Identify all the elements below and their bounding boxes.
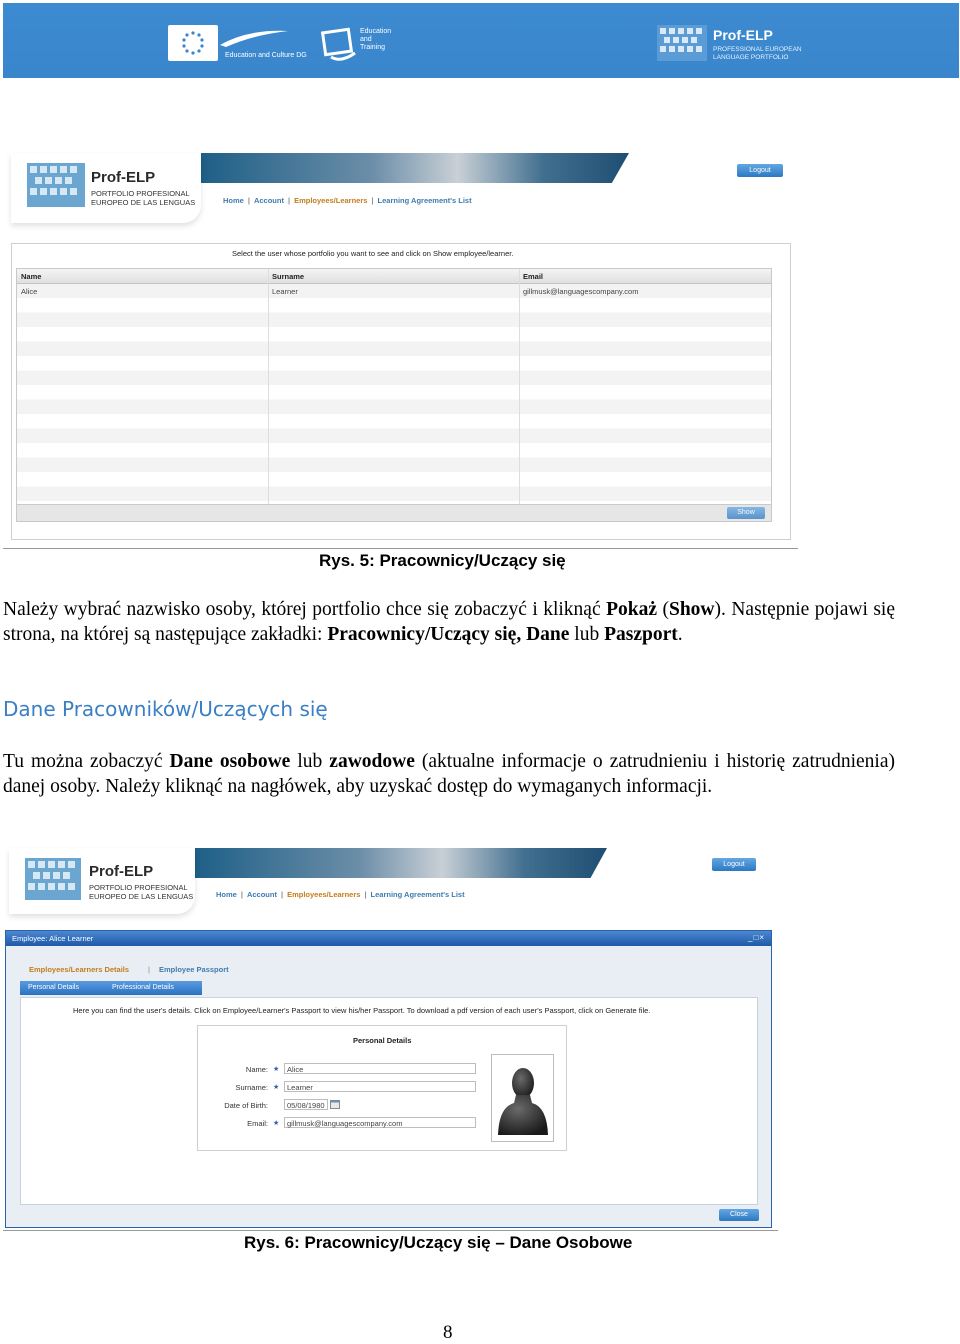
main-nav: Home | Account | Employees/Learners | Learning Agreement's List [216,890,465,899]
date-of-birth-field[interactable]: 05/08/1980 [284,1099,328,1110]
surname-field[interactable]: Learner [284,1081,476,1092]
column-header-surname[interactable]: Surname [272,272,305,281]
app-logo-title: Prof-ELP [89,863,154,880]
grid-footer [17,504,771,521]
screenshot-personal-details [3,848,778,1232]
email-field[interactable]: gillmusk@languagescompany.com [284,1117,476,1128]
header-image-strip [195,848,607,878]
personal-details-box: Personal Details Name: ★ Alice Surname: ★ Learner Date of Birth: 05/08/1980 Email: ★ gillmusk@languagescompany.com [197,1025,567,1151]
column-header-email[interactable]: Email [523,272,544,281]
eu-flag-icon [168,25,218,61]
profile-photo [491,1054,554,1142]
app-logo-mosaic-icon [27,163,85,207]
document-header-banner [3,3,959,78]
close-button[interactable]: Close [719,1209,759,1221]
details-content [20,997,758,1205]
nav-learning-agreements[interactable]: Learning Agreement's List [377,196,472,205]
tab-employees-learners-details[interactable]: Employees/Learners Details [29,965,130,974]
window-titlebar[interactable] [6,931,771,946]
section-heading: Dane Pracowników/Uczących się [3,697,328,721]
column-header-name[interactable]: Name [21,272,42,281]
instruction-text: Select the user whose portfolio you want to see and click on Show employee/learner. [232,249,514,258]
employees-grid [16,268,772,522]
brand-subtitle: PROFESSIONAL EUROPEAN LANGUAGE PORTFOLIO [713,46,802,61]
nav-home[interactable]: Home [223,196,244,205]
paragraph-employee-details: Tu można zobaczyć Dane osobowe lub zawodowe (aktualne informacje o zatrudnieniu i historię zatrudnienia) danej osoby. Należy kliknąć na nagłówek, aby uzyskać dostęp do wymaganych informacji. [3,751,895,797]
subtab-personal-details[interactable]: Personal Details [28,984,79,991]
caption-rule [3,1230,778,1231]
education-training-icon [321,27,359,63]
window-title: Employee: Alice Learner [12,934,94,943]
prof-elp-mosaic-icon [657,25,707,61]
brand-title: Prof-ELP [713,27,773,43]
screenshot-employees-list [3,153,798,548]
caption-rule [3,548,798,549]
personal-details-title: Personal Details [353,1036,412,1045]
app-logo-box [11,153,201,223]
logout-button[interactable]: Logout [737,164,783,177]
swoosh-icon [218,27,290,49]
figure-caption-5: Rys. 5: Pracownicy/Uczący się [319,551,566,570]
nav-employees-learners[interactable]: Employees/Learners [294,196,368,205]
page-number: 8 [443,1322,453,1343]
app-logo-box [9,848,195,914]
subtab-professional-details[interactable]: Professional Details [112,984,174,991]
employees-panel [11,243,791,540]
figure-caption-6: Rys. 6: Pracownicy/Uczący się – Dane Osobowe [244,1233,633,1252]
nav-learning-agreements[interactable]: Learning Agreement's List [370,890,465,899]
app-logo-subtitle: PORTFOLIO PROFESIONAL EUROPEO DE LAS LENGUAS [91,189,196,207]
cell-name: Alice [21,287,38,296]
grid-header [17,269,771,284]
window-controls[interactable]: _□× [748,933,765,942]
subtab-bar [20,981,202,995]
cell-email: gillmusk@languagescompany.com [523,287,639,296]
tab-employee-passport[interactable]: Employee Passport [159,965,229,974]
app-logo-subtitle: PORTFOLIO PROFESIONAL EUROPEO DE LAS LENGUAS [89,883,194,901]
table-row[interactable] [17,284,771,299]
employee-window: Employee: Alice Learner _□× Employees/Learners Details | Employee Passport Personal Details Professional Details Here you can find the user's details. Click on Employee/Learner's Passport to view his/her Passport. To download a pdf version of each user's Passport, click on Generate file. Personal Details Name: ★ Alice Surname: ★ Learner Date of Birth: 05/08/1980 Email: ★ gillmusk@languagescompany.com Close [5,930,772,1228]
header-image-strip [201,153,629,183]
nav-account[interactable]: Account [253,196,284,205]
paragraph-select-user: Należy wybrać nazwisko osoby, której portfolio chce się zobaczyć i kliknąć Pokaż (Show). Następnie pojawi się strona, na której są następujące zakładki: Pracownicy/Uczący się, Dane lub Paszport. [3,599,895,645]
nav-employees-learners[interactable]: Employees/Learners [287,890,361,899]
cell-surname: Learner [272,287,298,296]
label-date-of-birth: Date of Birth: [224,1101,268,1110]
app-logo-title: Prof-ELP [91,169,156,186]
dg-label: Education and Culture DG [225,52,307,59]
label-email: Email: [247,1119,268,1128]
show-button[interactable]: Show [727,507,765,519]
app-logo-mosaic-icon [25,858,81,900]
label-name: Name: [245,1065,268,1074]
label-surname: Surname: [235,1083,268,1092]
calendar-icon[interactable] [330,1099,340,1109]
avatar-silhouette-icon [492,1055,553,1141]
details-info-text: Here you can find the user's details. Click on Employee/Learner's Passport to view his/her Passport. To download a pdf version of each user's Passport, click on Generate file. [73,1006,651,1015]
logout-button[interactable]: Logout [712,858,756,871]
name-field[interactable]: Alice [284,1063,476,1074]
nav-home[interactable]: Home [216,890,237,899]
nav-account[interactable]: Account [246,890,277,899]
education-training-label: Education and Training [360,28,392,51]
main-nav: Home | Account | Employees/Learners | Learning Agreement's List [223,196,472,205]
